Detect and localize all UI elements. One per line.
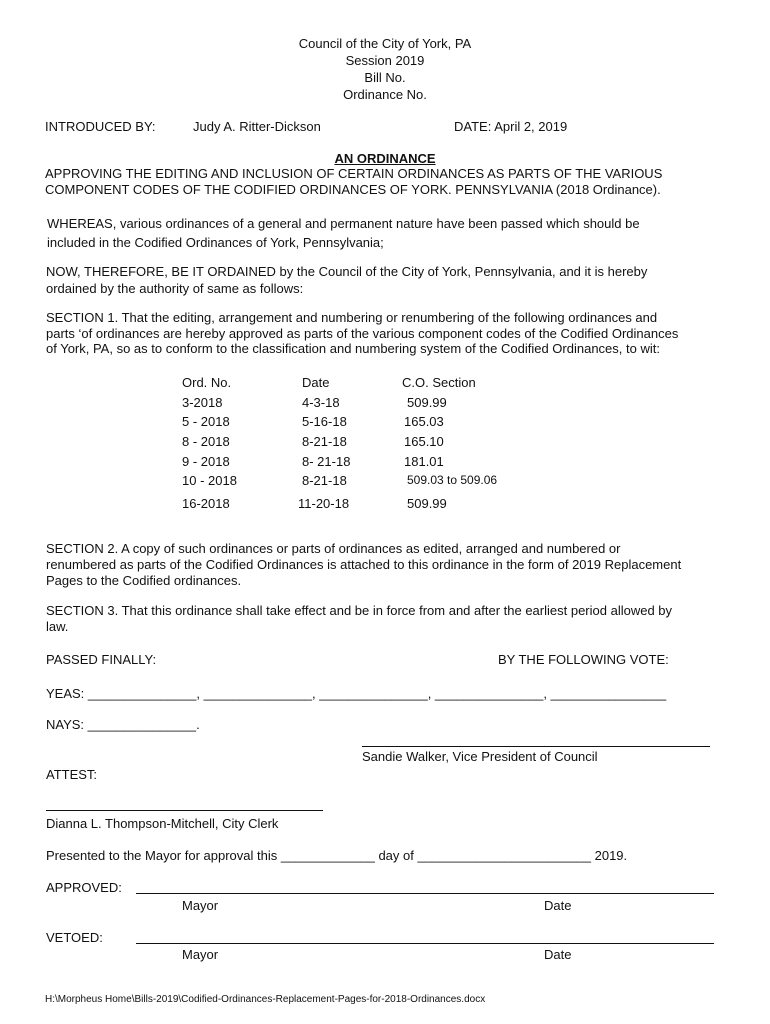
- attest-label: ATTEST:: [46, 767, 98, 782]
- table-cell-ord-no: 8 - 2018: [182, 434, 230, 449]
- approved-mayor-label: Mayor: [182, 898, 219, 913]
- table-cell-date: 8- 21-18: [302, 454, 351, 469]
- header-council: Council of the City of York, PA: [298, 36, 472, 51]
- introduced-by-label: INTRODUCED BY:: [45, 119, 156, 134]
- header-session: Session 2019: [345, 53, 425, 68]
- section1-line3: of York, PA, so as to conform to the classification and numbering system of the Codified Ordinances, to wit:: [46, 341, 660, 356]
- passed-finally-label: PASSED FINALLY:: [46, 652, 157, 667]
- yeas-line: YEAS: _______________, _______________, _______________, _______________, ________________: [46, 686, 667, 701]
- section1-line1: SECTION 1. That the editing, arrangement and numbering or renumbering of the following ordinances and: [46, 310, 658, 325]
- section2-line3: Pages to the Codified ordinances.: [46, 573, 242, 588]
- ordinance-desc-line2: COMPONENT CODES OF THE CODIFIED ORDINANCES OF YORK. PENNSYLVANIA (2018 Ordinance).: [45, 182, 661, 197]
- section2-line1: SECTION 2. A copy of such ordinances or parts of ordinances as edited, arranged and numbered or: [46, 541, 621, 556]
- table-cell-date: 5-16-18: [302, 414, 347, 429]
- footer-file-path: H:\Morpheus Home\Bills-2019\Codified-Ordinances-Replacement-Pages-for-2018-Ordinances.docx: [45, 994, 486, 1005]
- now-therefore-line2: ordained by the authority of same as follows:: [46, 281, 304, 296]
- approved-label: APPROVED:: [46, 880, 122, 895]
- table-header-date: Date: [302, 375, 330, 390]
- table-header-ord-no: Ord. No.: [182, 375, 232, 390]
- presented-to-mayor-line: Presented to the Mayor for approval this _____________ day of ________________________ 2019.: [46, 848, 628, 863]
- whereas-line1: WHEREAS, various ordinances of a general and permanent nature have been passed which should be: [47, 216, 640, 231]
- now-therefore-line1: NOW, THEREFORE, BE IT ORDAINED by the Council of the City of York, Pennsylvania, and it is hereby: [46, 264, 648, 279]
- clerk-signature-name: Dianna L. Thompson-Mitchell, City Clerk: [46, 816, 279, 831]
- table-cell-section: 509.99: [407, 395, 447, 410]
- table-cell-date: 8-21-18: [302, 434, 347, 449]
- table-cell-section: 165.10: [404, 434, 444, 449]
- section3-line2: law.: [46, 619, 69, 634]
- table-cell-section: 509.99: [407, 496, 447, 511]
- header-ordinance-no: Ordinance No.: [343, 87, 427, 102]
- vetoed-mayor-label: Mayor: [182, 947, 219, 962]
- vp-signature-name: Sandie Walker, Vice President of Council: [362, 749, 598, 764]
- introduced-by-name: Judy A. Ritter-Dickson: [193, 119, 321, 134]
- introduced-date: DATE: April 2, 2019: [454, 119, 568, 134]
- table-cell-ord-no: 10 - 2018: [182, 473, 237, 488]
- table-cell-ord-no: 16-2018: [182, 496, 230, 511]
- table-cell-ord-no: 9 - 2018: [182, 454, 230, 469]
- ordinance-title: AN ORDINANCE: [334, 151, 436, 166]
- table-cell-date: 8-21-18: [302, 473, 347, 488]
- nays-line: NAYS: _______________.: [46, 717, 200, 732]
- table-cell-section: 165.03: [404, 414, 444, 429]
- section3-line1: SECTION 3. That this ordinance shall take effect and be in force from and after the earliest period allowed by: [46, 603, 673, 618]
- section1-line2: parts ‘of ordinances are hereby approved as parts of the various component codes of the Codified Ordinances: [46, 326, 679, 341]
- table-cell-section: 181.01: [404, 454, 444, 469]
- approved-signature-line: [136, 893, 714, 894]
- table-cell-section: 509.03 to 509.06: [407, 473, 498, 487]
- table-cell-ord-no: 3-2018: [182, 395, 223, 410]
- following-vote-label: BY THE FOLLOWING VOTE:: [498, 652, 669, 667]
- vetoed-signature-line: [136, 943, 714, 944]
- table-cell-date: 11-20-18: [298, 496, 350, 511]
- ordinance-desc-line1: APPROVING THE EDITING AND INCLUSION OF CERTAIN ORDINANCES AS PARTS OF THE VARIOUS: [45, 166, 663, 181]
- table-header-co-section: C.O. Section: [402, 375, 476, 390]
- table-cell-ord-no: 5 - 2018: [182, 414, 230, 429]
- table-cell-date: 4-3-18: [302, 395, 340, 410]
- vetoed-date-label: Date: [544, 947, 572, 962]
- vp-signature-line: [362, 746, 710, 747]
- approved-date-label: Date: [544, 898, 572, 913]
- section2-line2: renumbered as parts of the Codified Ordinances is attached to this ordinance in the form of 2019 Replacement: [46, 557, 682, 572]
- whereas-line2: included in the Codified Ordinances of York, Pennsylvania;: [47, 235, 384, 250]
- header-bill-no: Bill No.: [364, 70, 406, 85]
- clerk-signature-line: [46, 810, 323, 811]
- vetoed-label: VETOED:: [46, 930, 103, 945]
